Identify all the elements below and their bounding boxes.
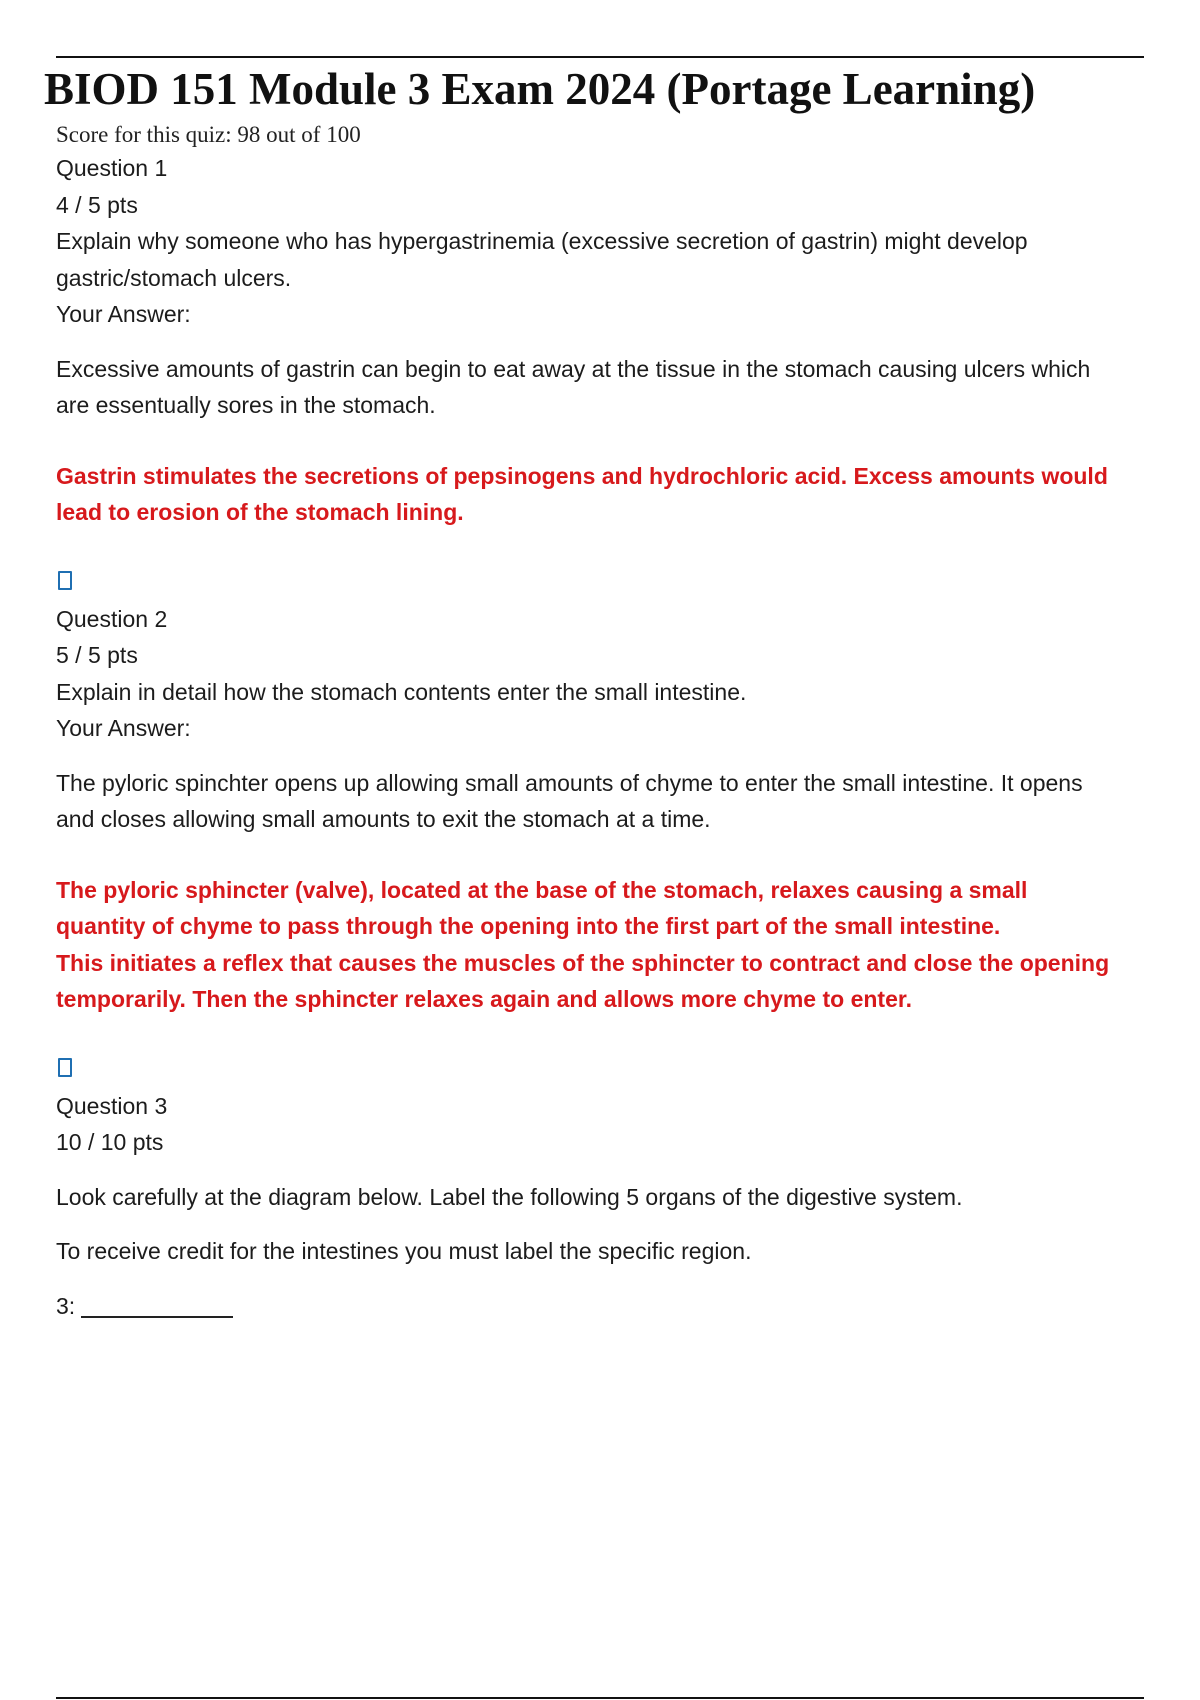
your-answer-label: Your Answer: [56,715,191,741]
feedback-line: This initiates a reflex that causes the muscles of the sphincter to contract and close the opening [56,949,1110,976]
label-blank-row [56,1288,1166,1324]
question-prompt-line: Explain in detail how the stomach contents enter the small intestine. [56,678,747,705]
your-answer-label: Your Answer: [56,301,191,327]
feedback-line: lead to erosion of the stomach lining. [56,499,464,525]
question-label: Question 3 [56,1092,168,1119]
document-title: BIOD 151 Module 3 Exam 2024 (Portage Learning) [44,64,1036,114]
checkbox-outline-icon [58,571,72,590]
question-1 [56,150,1166,601]
question-label: Question 1 [56,155,168,181]
question-label: Question 2 [56,605,168,632]
question-points: 5 / 5 pts [56,642,138,668]
question-points: 4 / 5 pts [56,191,138,218]
question-points: 10 / 10 pts [56,1129,164,1155]
feedback-line: The pyloric sphincter (valve), located at the base of the stomach, relaxes causing a small [56,876,1028,903]
question-prompt-line: gastric/stomach ulcers. [56,264,292,291]
feedback-line: quantity of chyme to pass through the opening into the first part of the small intestine. [56,913,1001,939]
answer-line: Excessive amounts of gastrin can begin to eat away at the tissue in the stomach causing ulcers which [56,355,1091,382]
answer-line: and closes allowing small amounts to exit the stomach at a time. [56,806,711,832]
exam-document [44,62,1166,1324]
answer-line: The pyloric spinchter opens up allowing small amounts of chyme to enter the small intestine. It opens [56,769,1083,796]
quiz-score: Score for this quiz: 98 out of 100 [56,122,361,147]
question-2 [56,601,1166,1088]
blank-label: 3: [56,1292,76,1319]
question-instructions: Look carefully at the diagram below. Label the following 5 organs of the digestive system. [56,1183,963,1210]
feedback-line: Gastrin stimulates the secretions of pepsinogens and hydrochloric acid. Excess amounts would [56,462,1108,489]
top-divider [56,56,1144,58]
question-3 [56,1088,1166,1324]
bottom-divider [56,1697,1144,1699]
answer-line: are essentually sores in the stomach. [56,392,436,418]
question-instructions: To receive credit for the intestines you must label the specific region. [56,1238,752,1264]
answer-blank [81,1292,233,1318]
feedback-line: temporarily. Then the sphincter relaxes again and allows more chyme to enter. [56,986,912,1012]
question-prompt-line: Explain why someone who has hypergastrinemia (excessive secretion of gastrin) might develop [56,228,1028,254]
checkbox-outline-icon [58,1058,72,1077]
